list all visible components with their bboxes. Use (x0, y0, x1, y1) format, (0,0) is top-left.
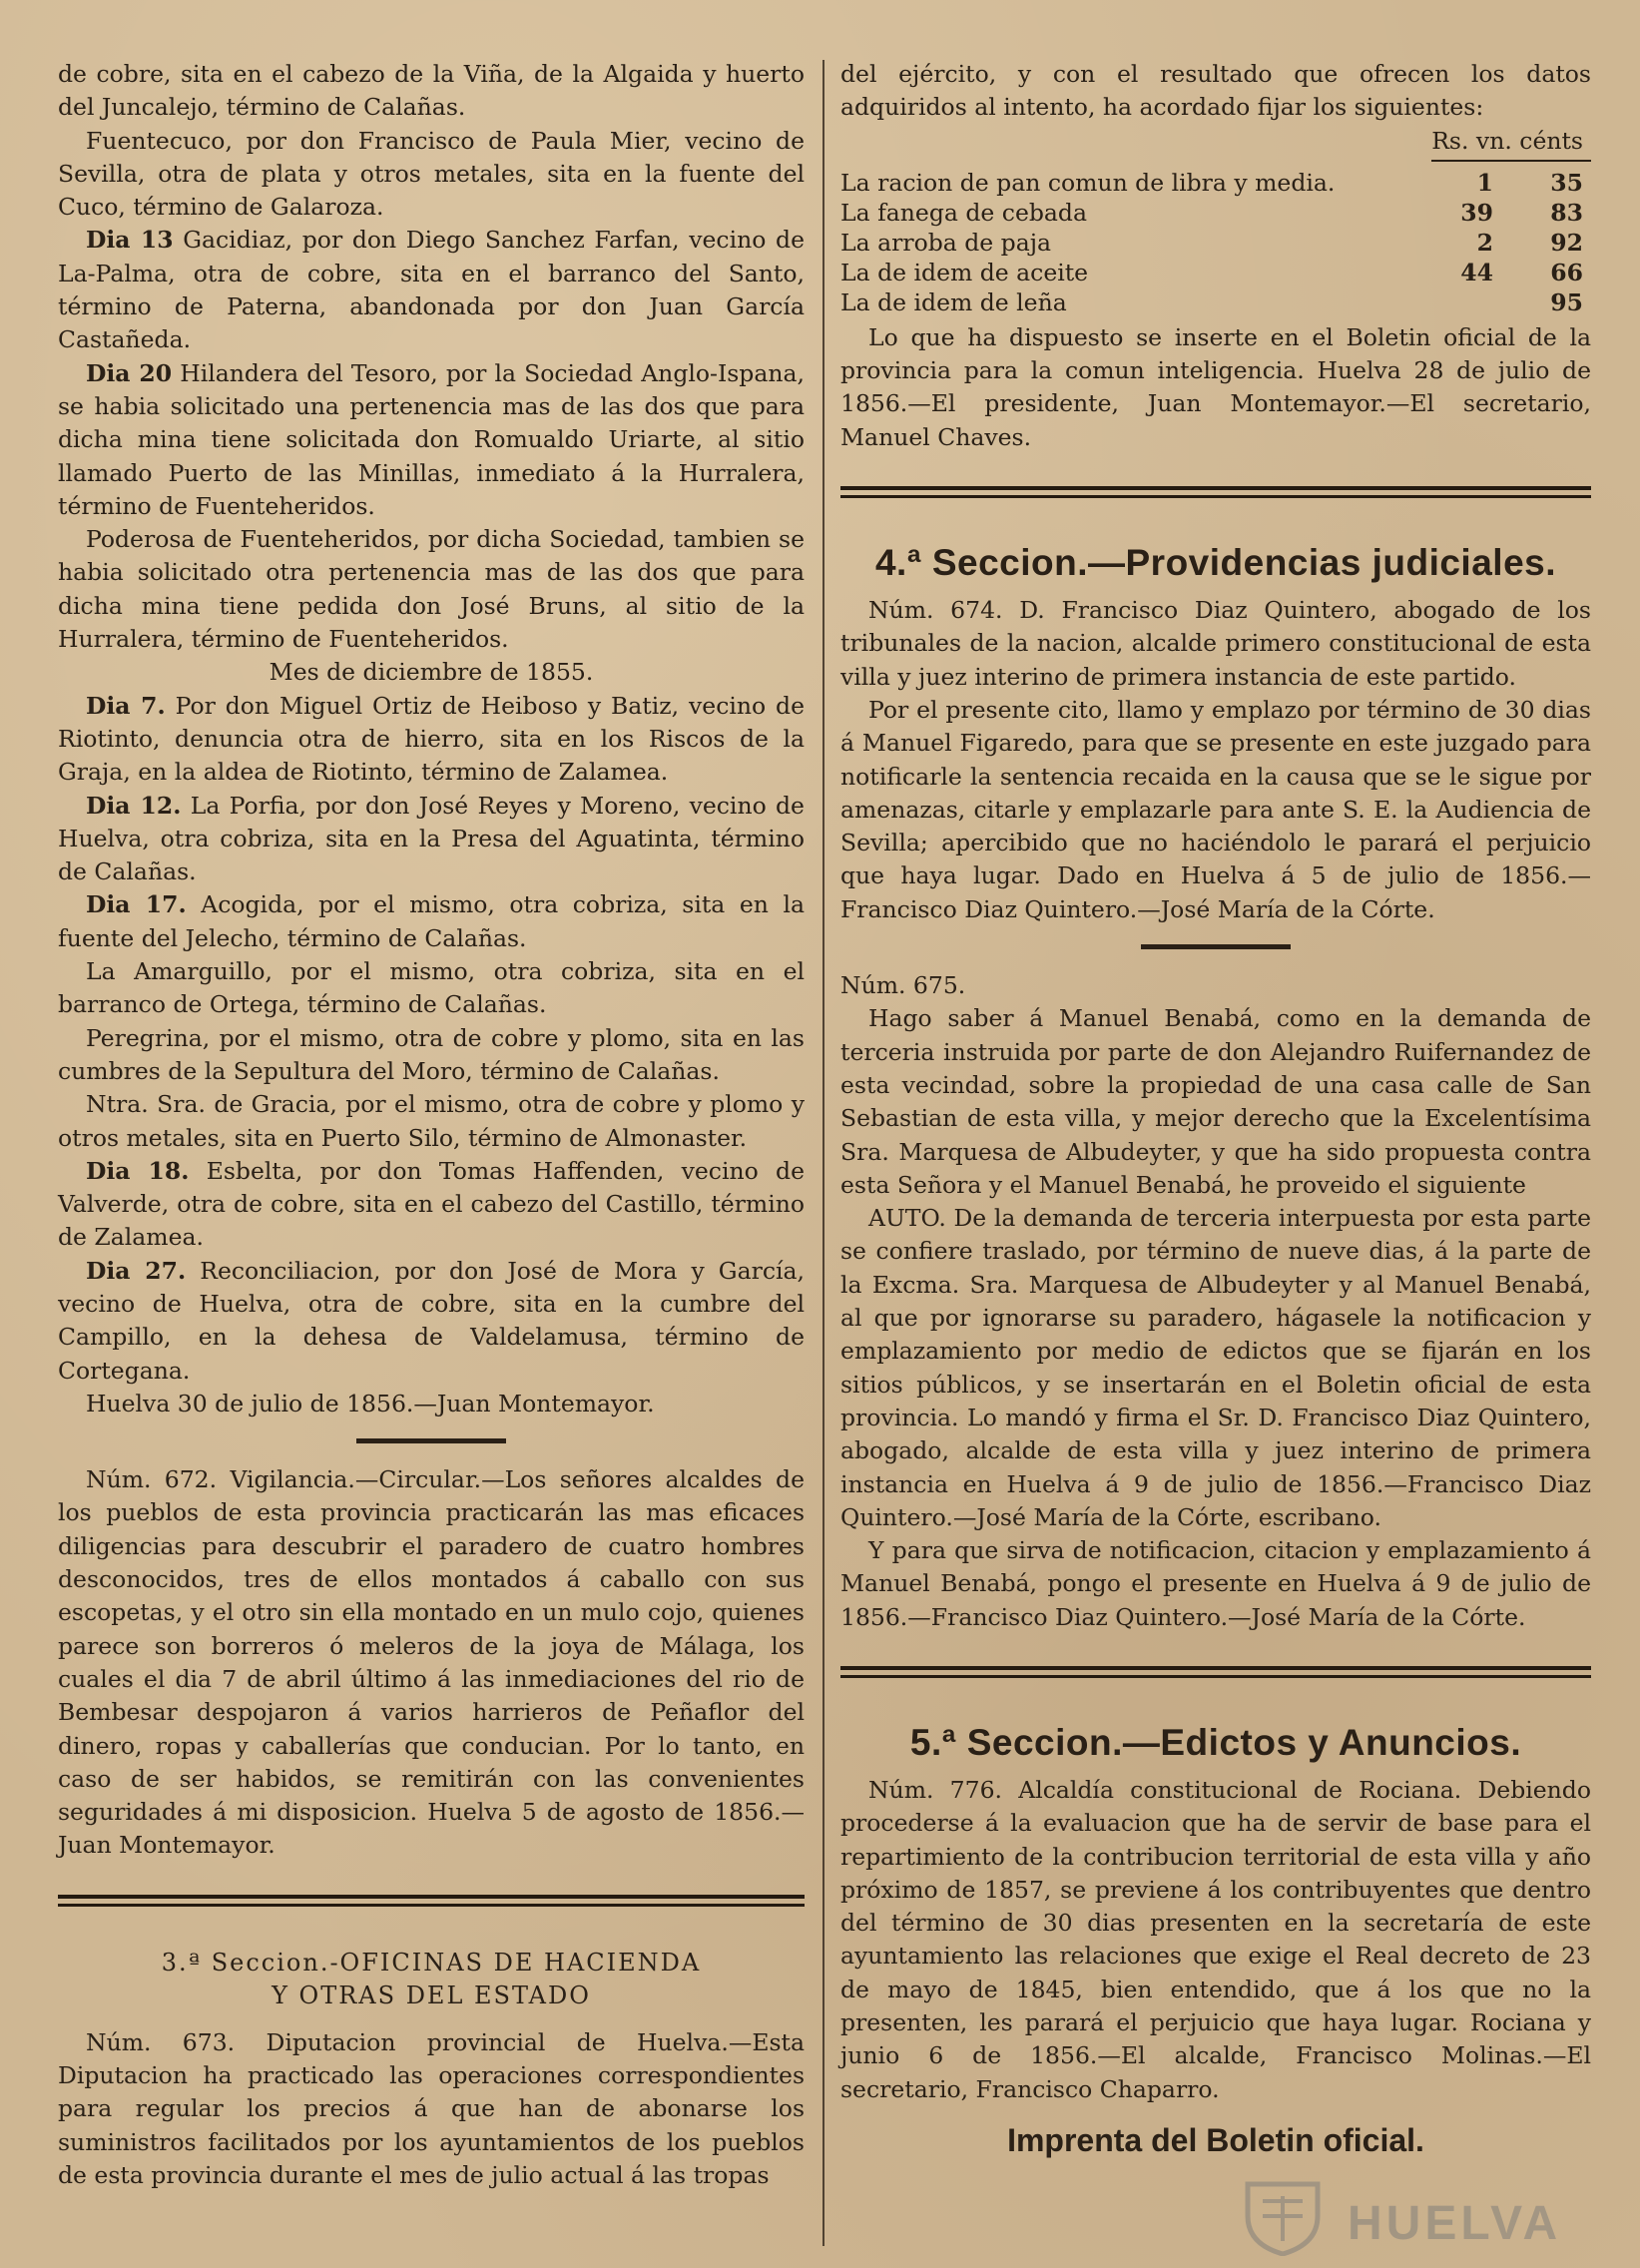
notice-673: Núm. 673. Diputacion provincial de Huelva.—Esta Diputacion ha practicado las operaciones correspondientes para regular los precios á que han de abonarse los suministros facilitados por los ayuntamientos de los pueblos de esta provincia durante el mes de julio actual á las tropas (58, 2027, 805, 2189)
mine-entry: Ntra. Sra. de Gracia, por el mismo, otra de cobre y plomo y otros metales, sita en Puerto Silo, término de Almonaster. (58, 1090, 805, 1152)
price-item-label: La de idem de aceite (840, 258, 1089, 286)
price-reales: 1 (1476, 168, 1493, 197)
notice-675-closing: Y para que sirva de notificacion, citacion y emplazamiento á Manuel Benabá, pongo el presente en Huelva á 9 de julio de 1856.—Francisco Diaz Quintero.—José María de la Córte. (840, 1536, 1591, 1631)
month-heading: Mes de diciembre de 1855. (269, 658, 594, 687)
notice-675-auto: AUTO. De la demanda de terceria interpuesta por esta parte se confiere traslado, por término de nueve dias, á la parte de la Excma. Sra. Marquesa de Albudeyter y al Manuel Benabá, al que por ignorarse su paradero, hágasele la notificacion y emplazamiento por medio de edictos que se fijarán en los sitios públicos, y se insertarán en el Boletin oficial de esta provincia. Lo mandó y firma el Sr. D. Francisco Diaz Quintero, abogado, alcalde de esta villa y juez interino de primera instancia en Huelva á 9 de julio de 1856.—Francisco Diaz Quintero.—José María de la Córte, escribano. (840, 1204, 1591, 1531)
price-centimos: 95 (1550, 287, 1583, 316)
left-column (58, 58, 805, 2192)
mine-entry: Dia 12. La Porfia, por don José Reyes y Moreno, vecino de Huelva, otra cobriza, sita en la Presa del Aguatinta, término de Calañas. (58, 791, 805, 886)
price-item-label: La arroba de paja (840, 228, 1052, 257)
watermark-text: HUELVA (1348, 2197, 1562, 2250)
column-divider (822, 60, 824, 2246)
mine-entry: Fuentecuco, por don Francisco de Paula Mier, vecino de Sevilla, otra de plata y otros metales, sita en la fuente del Cuco, término de Galaroza. (58, 126, 805, 222)
price-table (840, 168, 1591, 317)
price-item-label: La fanega de cebada (840, 198, 1087, 227)
section-rule (840, 486, 1591, 498)
separator-rule (1141, 944, 1291, 949)
notice-675: Hago saber á Manuel Benabá, como en la demanda de terceria instruida por parte de don Alejandro Ruifernandez de esta vecindad, sobre la propiedad de una casa calle de San Sebastian de esta villa, y mejor derecho que la Excelentísima Sra. Marquesa de Albudeyter, y que ha sido propuesta contra esta Señora y el Manuel Benabá, he proveido el siguiente (840, 1004, 1591, 1199)
mine-entry: Dia 20 Hilandera del Tesoro, por la Sociedad Anglo-Ispana, se habia solicitado una pertenencia mas de las dos que para dicha mina tiene solicitada don Romualdo Uriarte, al sitio llamado Puerto de las Minillas, inmediato á la Hurralera, término de Fuenteheridos. (58, 358, 805, 520)
imprint-line: Imprenta del Boletin oficial. (1007, 2121, 1424, 2158)
notice-672: Núm. 672. Vigilancia.—Circular.—Los señores alcaldes de los pueblos de esta provincia practicarán las mas eficaces diligencias para descubrir el paradero de cuatro hombres desconocidos, tres de ellos montados á caballo con sus escopetas, y el otro sin ella montado en un mulo cojo, quienes parece son borreros ó meleros de la joya de Málaga, los cuales el dia 7 de abril último á las inmediaciones del rio de Bembesar despojaron á varios harrieros de Peñaflor del dinero, ropas y caballerías que conducian. Por lo tanto, en caso de ser habidos, se remitirán con las convenientes seguridades á mi disposicion. Huelva 5 de agosto de 1856.—Juan Montemayor. (58, 1465, 805, 1860)
price-row (840, 258, 1591, 287)
shield-icon (1238, 2176, 1328, 2256)
mine-entry: Poderosa de Fuenteheridos, por dicha Sociedad, tambien se habia solicitado otra pertenencia mas de las dos que para dicha mina tiene pedida don José Bruns, al sitio de la Hurralera, término de Fuenteheridos. (58, 525, 805, 654)
price-reales: 44 (1460, 258, 1493, 286)
price-centimos: 35 (1550, 168, 1583, 197)
mine-entry: de cobre, sita en el cabezo de la Viña, de la Algaida y huerto del Juncalejo, término de Calañas. (58, 60, 805, 122)
section-4-title: 4.ª Seccion.—Providencias judiciales. (874, 542, 1557, 584)
price-item-label: La de idem de leña (840, 287, 1067, 316)
mine-entry: Dia 17. Acogida, por el mismo, otra cobriza, sita en la fuente del Jelecho, término de Calañas. (58, 890, 805, 952)
mine-entry: Dia 13 Gacidiaz, por don Diego Sanchez Farfan, vecino de La-Palma, otra de cobre, sita en el barranco del Santo, término de Paterna, abandonada por don Juan García Castañeda. (58, 226, 805, 354)
price-item-label: La racion de pan comun de libra y media. (840, 168, 1336, 197)
section-rule (840, 1666, 1591, 1678)
mine-entry: La Amarguillo, por el mismo, otra cobriza, sita en el barranco de Ortega, término de Calañas. (58, 957, 805, 1019)
archive-watermark (1238, 2176, 1577, 2256)
signature: Huelva 30 de julio de 1856.—Juan Montemayor. (86, 1389, 655, 1418)
section-3-title: 3.ª Seccion.-OFICINAS DE HACIENDA (161, 1948, 702, 1977)
mine-entry: Dia 18. Esbelta, por don Tomas Haffenden, vecino de Valverde, otra de cobre, sita en el cabezo del Castillo, término de Zalamea. (58, 1156, 805, 1252)
notice-675-number: Núm. 675. (840, 971, 966, 1000)
notice-674: Núm. 674. D. Francisco Diaz Quintero, abogado de los tribunales de la nacion, alcalde primero constitucional de esta villa y juez interino de primera instancia de este partido. (840, 596, 1591, 691)
price-row (840, 198, 1591, 228)
price-centimos: 92 (1550, 228, 1583, 257)
price-row (840, 168, 1591, 198)
price-reales (1423, 287, 1493, 317)
price-row (840, 228, 1591, 258)
notice-673-closing: Lo que ha dispuesto se inserte en el Boletin oficial de la provincia para la comun inteligencia. Huelva 28 de julio de 1856.—El presidente, Juan Montemayor.—El secretario, Manuel Chaves. (840, 322, 1591, 451)
notice-673-continued: del ejército, y con el resultado que ofrecen los datos adquiridos al intento, ha acordado fijar los siguientes: (840, 60, 1591, 122)
section-3-subtitle: Y OTRAS DEL ESTADO (272, 1981, 591, 2009)
price-reales: 2 (1476, 228, 1493, 257)
mine-entry: Peregrina, por el mismo, otra de cobre y plomo, sita en las cumbres de la Sepultura del Moro, término de Calañas. (58, 1023, 805, 1085)
mine-entry: Dia 7. Por don Miguel Ortiz de Heiboso y Batiz, vecino de Riotinto, denuncia otra de hierro, sita en los Riscos de la Graja, en la aldea de Riotinto, término de Zalamea. (58, 691, 805, 787)
mine-entry: Dia 27. Reconciliacion, por don José de Mora y García, vecino de Huelva, otra de cobre, sita en la cumbre del Campillo, en la dehesa de Valdelamusa, término de Cortegana. (58, 1256, 805, 1385)
price-centimos: 66 (1550, 258, 1583, 286)
price-reales: 39 (1460, 198, 1493, 227)
notice-776: Núm. 776. Alcaldía constitucional de Rociana. Debiendo procederse á la evaluacion que ha de servir de base para el repartimiento de la contribucion territorial de esta villa y año próximo de 1857, se previene á los contribuyentes que dentro del término de 30 dias presenten en la secretaría de este ayuntamiento las relaciones que exige el Real decreto de 23 de mayo de 1845, bien entendido, que á los que no la presenten, les parará el perjuicio que haya lugar. Rociana y junio 6 de 1856.—El alcalde, Francisco Molinas.—El secretario, Francisco Chaparro. (840, 1775, 1591, 2103)
section-rule (58, 1895, 805, 1907)
right-column (840, 58, 1591, 2157)
price-header: Rs. vn. cénts (1431, 126, 1583, 155)
separator-rule (356, 1438, 506, 1443)
price-row (840, 287, 1591, 317)
section-5-title: 5.ª Seccion.—Edictos y Anuncios. (909, 1721, 1522, 1763)
price-header-rule (1431, 160, 1591, 162)
notice-674-body: Por el presente cito, llamo y emplazo por término de 30 dias á Manuel Figaredo, para que se presente en este juzgado para notificarle la sentencia recaida en la causa que se le sigue por amenazas, citarle y emplazarle para ante S. E. la Audiencia de Sevilla; apercibido que no haciéndolo le parará el perjuicio que haya lugar. Dado en Huelva á 5 de julio de 1856.—Francisco Diaz Quintero.—José María de la Córte. (840, 695, 1591, 923)
price-centimos: 83 (1550, 198, 1583, 227)
